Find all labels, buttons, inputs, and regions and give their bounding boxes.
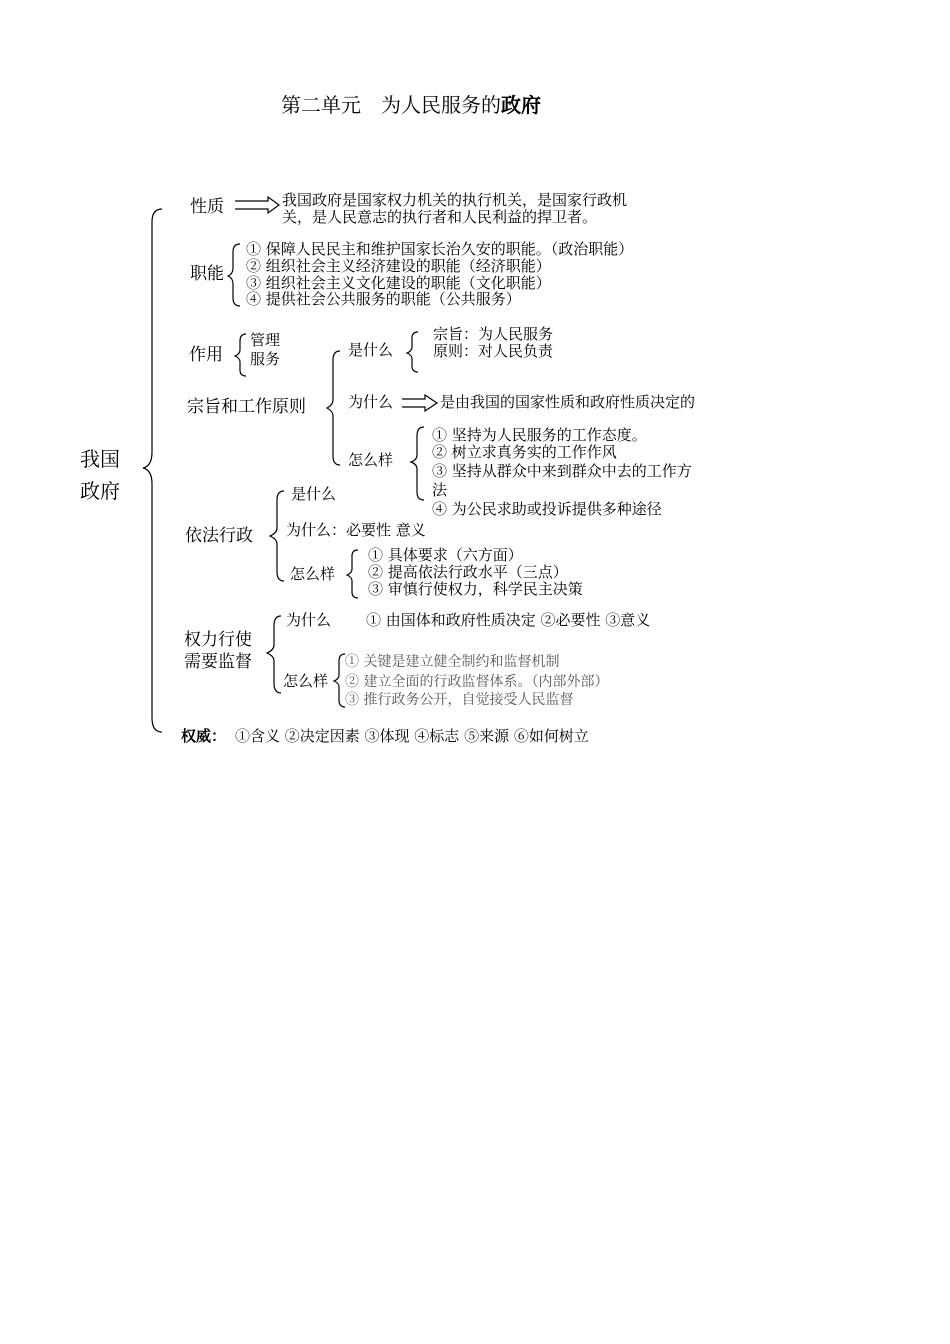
law-how-label: 怎么样: [290, 565, 336, 583]
supervision-why-label: 为什么: [286, 611, 332, 629]
root-label-line1: 我国: [80, 447, 120, 471]
law-how-item-3: ③ 审慎行使权力，科学民主决策: [368, 580, 583, 598]
law-what-label: 是什么: [291, 485, 337, 503]
nature-label: 性质: [190, 197, 224, 217]
nature-text-line2: 关，是人民意志的执行者和人民利益的捍卫者。: [282, 208, 598, 226]
principle-how-item-3: ③ 坚持从群众中来到群众中去的工作方: [432, 462, 692, 480]
principle-why-text: 是由我国的国家性质和政府性质决定的: [440, 393, 696, 411]
root-label-line2: 政府: [80, 479, 120, 503]
principle-why-label: 为什么: [348, 393, 394, 411]
law-label: 依法行政: [185, 526, 253, 546]
law-brace: [270, 491, 284, 581]
functions-item-4: ④ 提供社会公共服务的职能（公共服务）: [246, 290, 521, 308]
principle-what-item-2: 原则：对人民负责: [433, 342, 554, 360]
principle-label: 宗旨和工作原则: [187, 397, 306, 417]
principle-what-label: 是什么: [348, 341, 394, 359]
functions-item-2: ② 组织社会主义经济建设的职能（经济职能）: [246, 257, 551, 275]
nature-text-line1: 我国政府是国家权力机关的执行机关，是国家行政机: [282, 191, 628, 209]
supervision-how-label: 怎么样: [283, 672, 329, 690]
principle-how-brace: [411, 427, 424, 500]
principle-how-item-4: ④ 为公民求助或投诉提供多种途径: [432, 500, 662, 518]
supervision-how-item-2: ② 建立全面的行政监督体系。（内部外部）: [345, 674, 609, 690]
principle-how-item-2: ② 树立求真务实的工作作风: [432, 443, 617, 461]
principle-why-arrow-icon: [402, 395, 437, 411]
role-label: 作用: [189, 345, 223, 365]
principle-how-item-1: ① 坚持为人民服务的工作态度。: [432, 426, 647, 444]
functions-item-3: ③ 组织社会主义文化建设的职能（文化职能）: [246, 274, 551, 292]
principle-how-item-3-cont: 法: [432, 481, 448, 499]
title-main: 第二单元 为人民服务的: [281, 93, 501, 117]
principle-brace: [327, 351, 340, 465]
role-item-serve: 服务: [250, 350, 281, 368]
functions-brace: [228, 244, 240, 306]
principle-what-item-1: 宗旨：为人民服务: [433, 325, 554, 343]
supervision-brace: [267, 616, 281, 693]
functions-item-1: ① 保障人民民主和维护国家长治久安的职能。（政治职能）: [246, 240, 634, 258]
supervision-why-text: ① 由国体和政府性质决定 ②必要性 ③意义: [366, 611, 651, 629]
law-why-text: 为什么：必要性 意义: [286, 521, 426, 539]
root-brace: [143, 209, 162, 732]
supervision-label-line2: 需要监督: [184, 652, 252, 672]
supervision-how-brace: [334, 654, 345, 707]
nature-arrow-icon: [235, 197, 279, 213]
title-emphasis: 政府: [501, 93, 541, 117]
role-item-manage: 管理: [250, 331, 281, 349]
supervision-label-line1: 权力行使: [184, 630, 252, 650]
supervision-how-item-1: ① 关键是建立健全制约和监督机制: [345, 654, 560, 670]
law-how-item-2: ② 提高依法行政水平（三点）: [368, 563, 568, 581]
role-brace: [235, 334, 246, 376]
functions-label: 职能: [190, 264, 224, 284]
principle-how-label: 怎么样: [348, 451, 394, 469]
principle-what-brace: [407, 332, 418, 372]
authority-text: ①含义 ②决定因素 ③体现 ④标志 ⑤来源 ⑥如何树立: [235, 727, 589, 745]
supervision-how-item-3: ③ 推行政务公开，自觉接受人民监督: [345, 692, 574, 708]
law-how-item-1: ① 具体要求（六方面）: [368, 546, 523, 564]
law-how-brace: [347, 550, 358, 598]
authority-label: 权威：: [181, 727, 227, 745]
